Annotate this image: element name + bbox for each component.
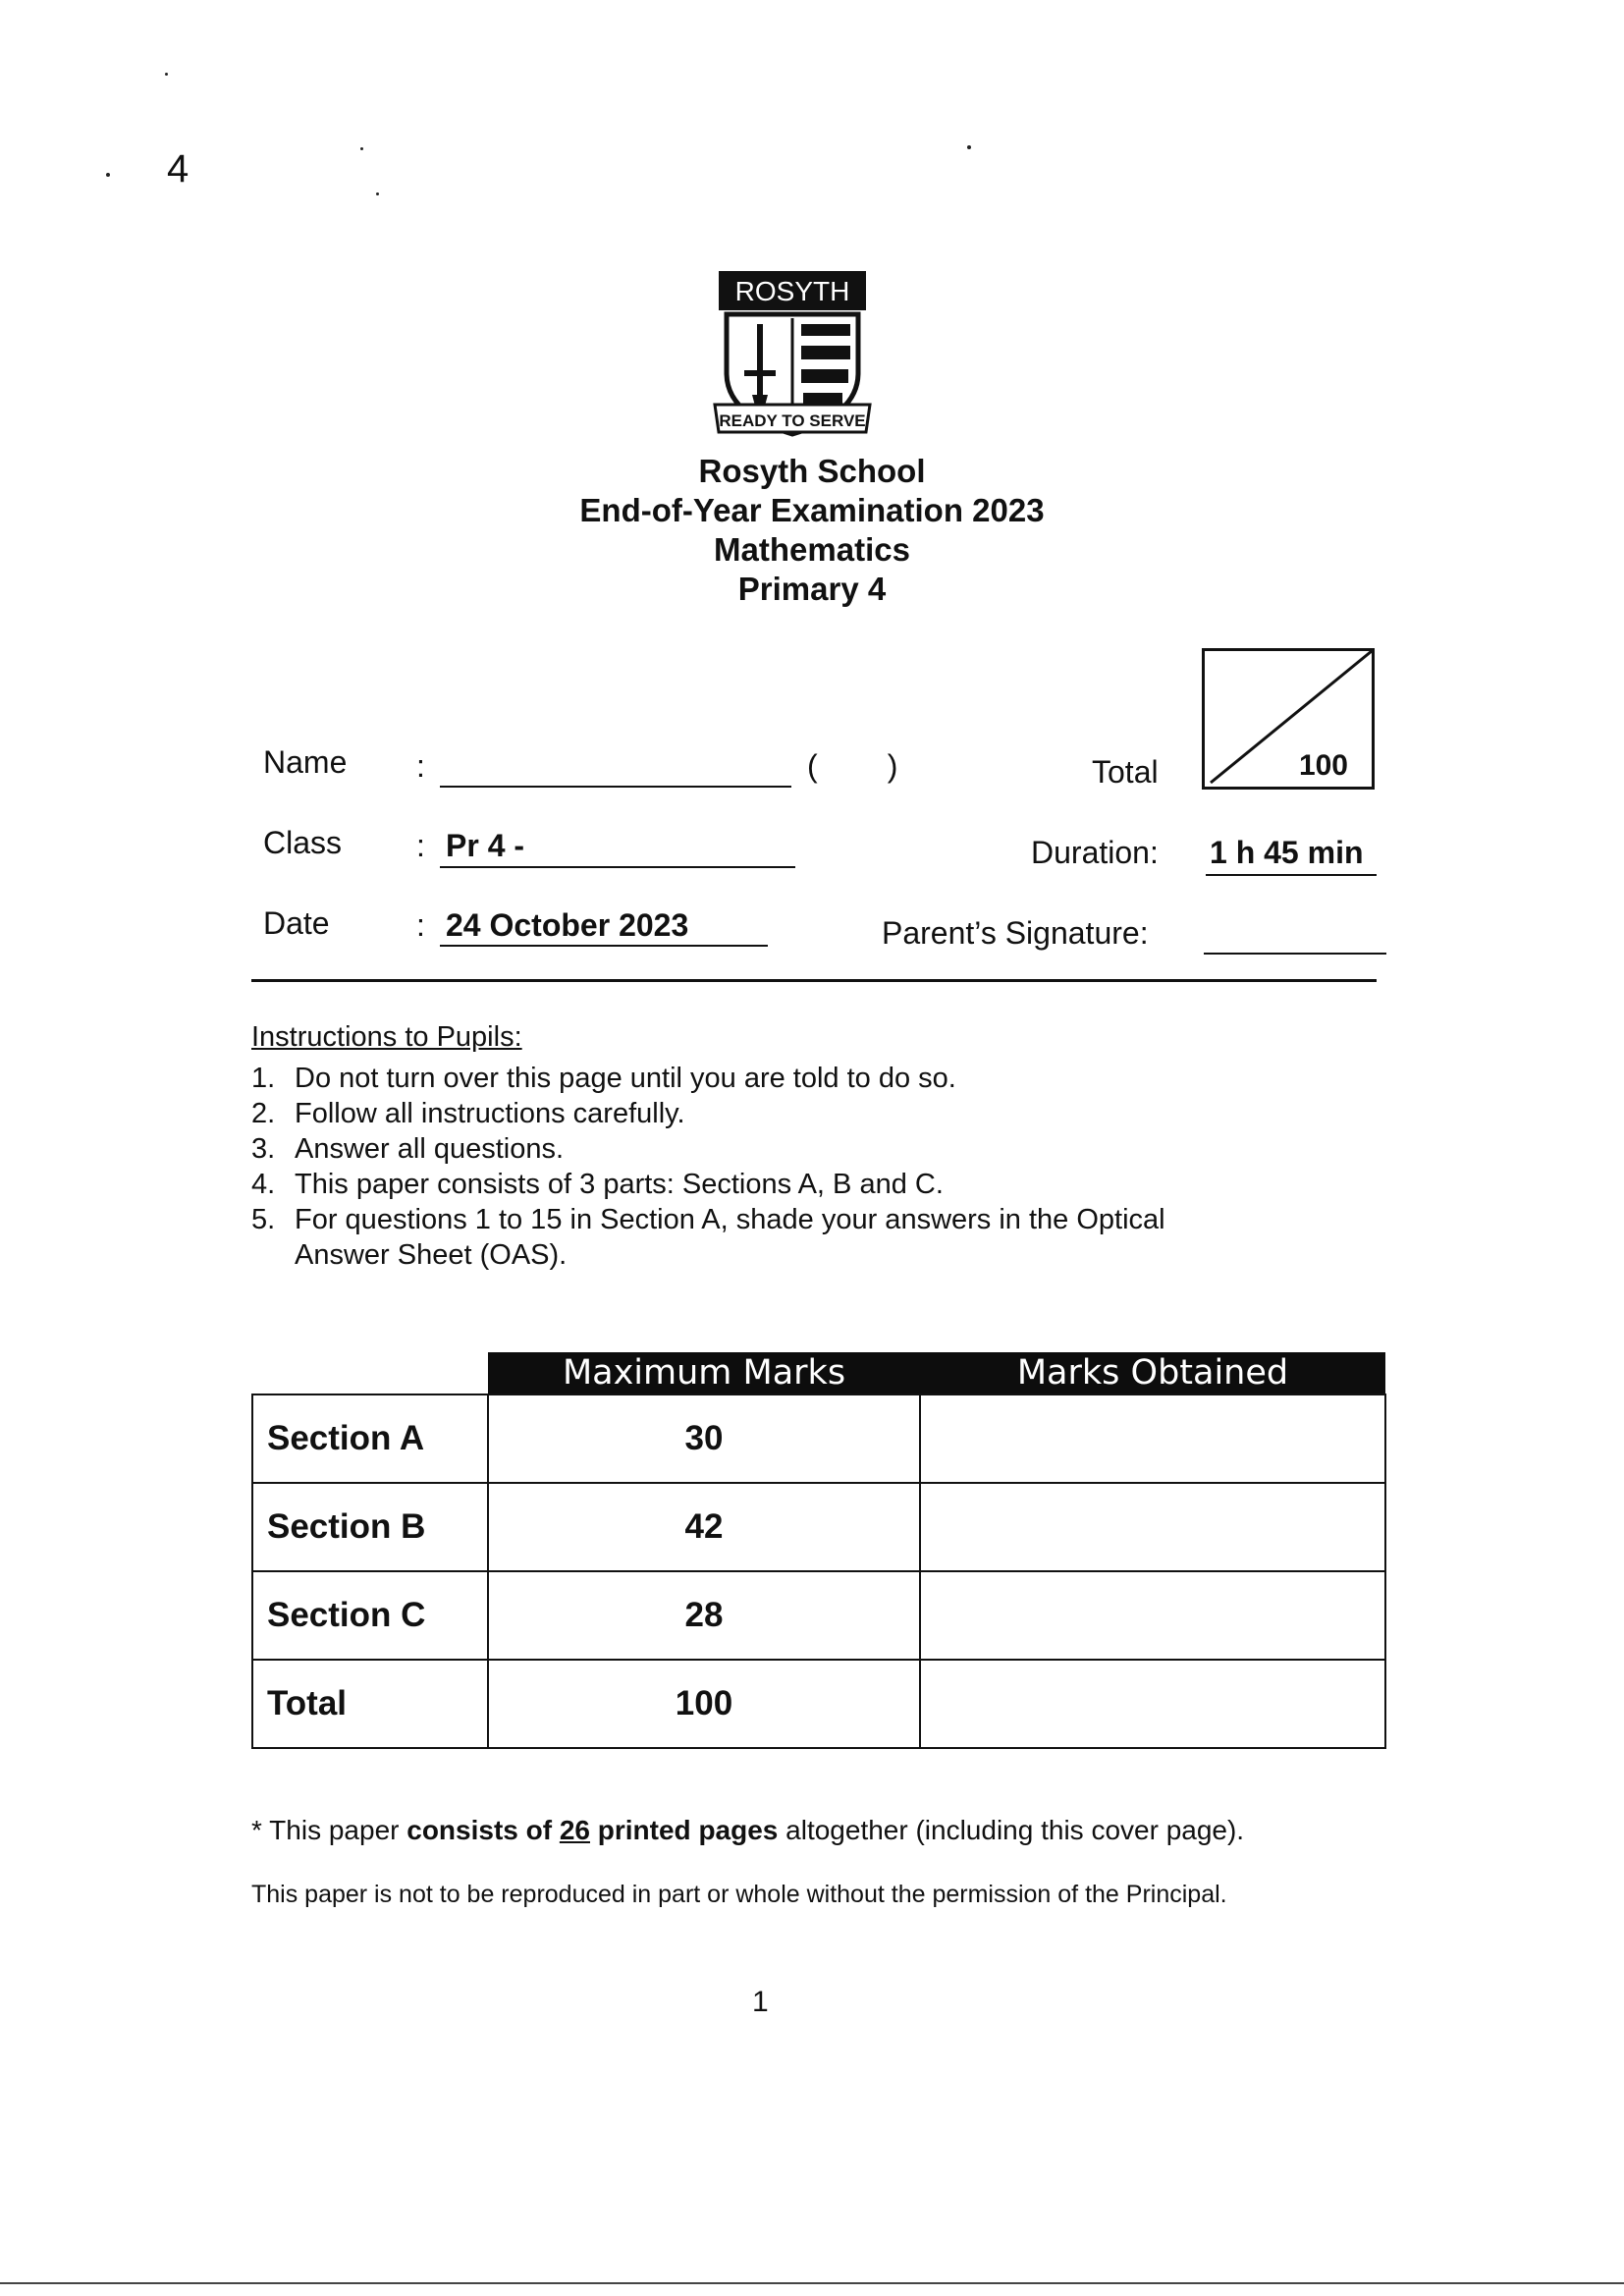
level: Primary 4: [737, 571, 887, 607]
school-crest-logo: [713, 267, 872, 442]
instruction-item: 5. For questions 1 to 15 in Section A, shade your answers in the Optical Answer Sheet (OAS).: [251, 1204, 1165, 1271]
class-value: Pr 4 -: [446, 828, 525, 863]
class-colon: :: [416, 828, 425, 863]
section-label: Section B: [252, 1483, 488, 1571]
date-label: Date: [263, 905, 330, 941]
parent-signature-label: Parent’s Signature:: [882, 915, 1149, 951]
duration-underline: [1206, 874, 1377, 876]
duration-label: Duration:: [1031, 835, 1159, 870]
table-row: [252, 1483, 1385, 1571]
max-marks-cell: 30: [488, 1394, 920, 1483]
header-maximum-marks: Maximum Marks: [488, 1352, 920, 1394]
page-count-value: 26: [559, 1815, 590, 1845]
header-divider: [251, 979, 1377, 982]
date-field-line: [440, 945, 768, 947]
date-colon: :: [416, 907, 425, 943]
max-marks-cell: 100: [488, 1660, 920, 1748]
page-marker: 4: [167, 147, 189, 191]
scan-speck: [967, 145, 971, 149]
section-label: Total: [252, 1660, 488, 1748]
register-number-brackets: ( ): [807, 748, 898, 784]
total-max-marks: 100: [1298, 749, 1348, 782]
school-name: Rosyth School: [698, 453, 926, 489]
crest-motto: READY TO SERVE: [719, 411, 866, 430]
instruction-item: 4. This paper consists of 3 parts: Sections A, B and C.: [251, 1169, 944, 1200]
table-header-blank: [252, 1352, 488, 1394]
max-marks-cell: 28: [488, 1571, 920, 1660]
table-row: [252, 1571, 1385, 1660]
table-row: [252, 1660, 1385, 1748]
instruction-item: 2. Follow all instructions carefully.: [251, 1098, 685, 1129]
marks-table: [251, 1352, 1386, 1749]
instruction-item: 1. Do not turn over this page until you are told to do so.: [251, 1063, 956, 1094]
section-label: Section C: [252, 1571, 488, 1660]
copyright-note: This paper is not to be reproduced in part or whole without the permission of the Principal.: [251, 1881, 1227, 1908]
instructions-list: [251, 1061, 1331, 1273]
page-count-note: * This paper consists of 26 printed pages altogether (including this cover page).: [251, 1815, 1245, 1845]
marks-obtained-cell[interactable]: [920, 1660, 1385, 1748]
name-colon: :: [416, 748, 425, 784]
instruction-item: 3. Answer all questions.: [251, 1133, 565, 1165]
exam-header: [419, 452, 1205, 609]
subject: Mathematics: [714, 531, 910, 568]
instructions-title: Instructions to Pupils:: [251, 1021, 522, 1053]
marks-table-header-row: [252, 1352, 1385, 1394]
class-field-line[interactable]: [440, 866, 795, 868]
scan-speck: [360, 147, 363, 150]
class-label: Class: [263, 825, 343, 860]
crest-banner-text: ROSYTH: [734, 276, 850, 306]
parent-signature-line[interactable]: [1204, 953, 1386, 955]
duration-value: 1 h 45 min: [1210, 835, 1364, 870]
marks-obtained-cell[interactable]: [920, 1483, 1385, 1571]
scan-speck: [376, 192, 379, 195]
exam-title: End-of-Year Examination 2023: [579, 492, 1045, 528]
table-row: [252, 1394, 1385, 1483]
name-label: Name: [263, 744, 348, 780]
marks-obtained-cell[interactable]: [920, 1394, 1385, 1483]
scan-bottom-edge: [0, 2282, 1624, 2284]
date-value: 24 October 2023: [446, 907, 689, 943]
max-marks-cell: 42: [488, 1483, 920, 1571]
total-label: Total: [1092, 754, 1159, 790]
page-number: 1: [752, 1986, 769, 2018]
total-score-box[interactable]: [1202, 648, 1375, 790]
scan-speck: [165, 73, 168, 76]
scan-speck: [106, 173, 110, 177]
section-label: Section A: [252, 1394, 488, 1483]
name-field-line[interactable]: [440, 786, 791, 788]
marks-obtained-cell[interactable]: [920, 1571, 1385, 1660]
header-marks-obtained: Marks Obtained: [920, 1352, 1385, 1394]
